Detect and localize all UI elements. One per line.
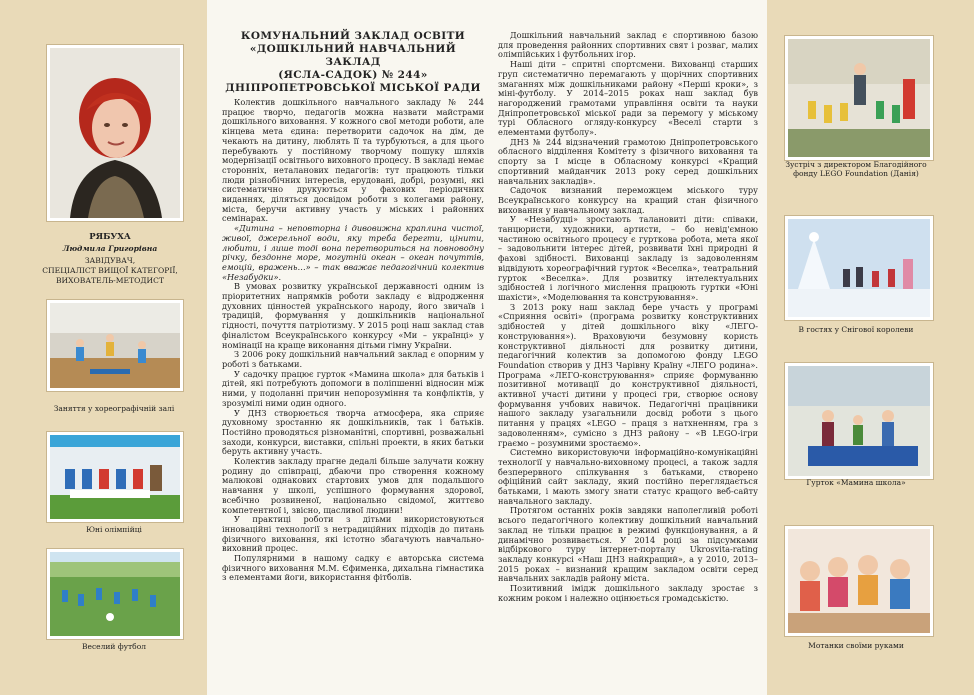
paragraph: З 2013 року наш заклад бере участь у програмі «Сприяння освіті» (програма розвитку конструктивних здібностей у дітей дошкільного віку «ЛЕГО-конструювання»). Враховуючи безумовну користь конструктивної діяльності для розвитку дитини, педагогічний колектив за допомогою фонду LEGO Foundation створив у ДНЗ Чарівну Країну «ЛЕГО родина». Програма «ЛЕГО-конструювання» сприяє формуванню позитивної мотивації до конструктивної діяльності, активної участі дитини у процесі гри, створює основу формування учбових навичок. Педагогічні працівники нашого закладу узагальнили досвід роботи з цього питання у працях «LEGO – праця з натхненням, гра з задоволенням», сумісно з ДНЗ району – «В LEGO-ігри граємо – розумними зростаємо».: [498, 301, 758, 448]
article-title: [222, 30, 484, 95]
photo-snow-queen: [785, 216, 933, 320]
paragraph: ДНЗ № 244 відзначений грамотою Дніпропетровського обласного відділення Комітету з фізичного виховання та спорту за І місце в Обласному конкурсі «Кращий спортивний майданчик 2013 року серед дошкільних навчальних закладів».: [498, 136, 758, 186]
director-portrait: [47, 45, 183, 221]
paragraph: У ДНЗ створюється творча атмосфера, яка сприяє духовному зростанню як дошкільників, так і батьків. Постійно проводяться різноманітні, спортивні, розважальні заходи, конкурси, виставки, спільні проекти, в яких батьки беруть активну участь.: [222, 407, 484, 457]
photo-choreography: [47, 300, 183, 391]
person-role-line-1: ЗАВІДУВАЧ,: [84, 256, 136, 265]
paragraph: Садочок визнаний переможцем міського туру Всеукраїнського конкурсу на кращий стан фізичного виховання у навчальному заклад.: [498, 185, 758, 215]
caption-lego-foundation: Зустріч з директором Благодійного фонду LEGO Foundation (Данія): [785, 160, 927, 178]
paragraph: Колектив дошкільного навчального закладу № 244 працює творчо, педагогів можна назвати майстрами дошкільного виховання. У кожного свої методи роботи, але кінцева мета єдина: перетворити садочок на дім, де чекають на дитину, люблять її та турбуються, а для цього перебувають у постійному творчому пошуку шляхів модернізації освітнього виховного процесу. В закладі немає сторонніх, неталанових педагогів: тут працюють тільки люди різнобічних інтересів, ерудовані, добрі, розумні, які систематично друкуються у фахових періодичних виданнях, діляться досвідом роботи з колегами району, міста, беручи активну участь у міських і районних семінарах.: [222, 97, 484, 224]
caption-motanka-dolls: Мотанки своїми руками: [808, 641, 904, 650]
paragraph: В умовах розвитку української державності одним із пріоритетних напрямків роботи закладу є відродження духовних цінностей українського народу, його звичаїв і традицій, формування у дошкільників національної гідності, почуття патріотизму. У 2015 році наш заклад став фіналістом Всеукраїнського конкурсу «Ми – українці» у номінації на краще виконання дітьми гімну України.: [222, 281, 484, 350]
title-line-3: (ЯСЛА-САДОК) № 244»: [278, 69, 428, 81]
paragraph: У садочку працює гурток «Мамина школа» для батьків і дітей, які потребують допомоги в поліпшенні відносин між ними, у подоланні причин непорозуміння та конфліктів, у зрозумілі ними один одного.: [222, 368, 484, 408]
caption-football: Веселий футбол: [82, 642, 146, 651]
person-name: Людмила Григорівна: [62, 244, 158, 253]
paragraph: Популярними в нашому садку є авторська система фізичного виховання М.М. Єфименка, дихальна гімнастика з елементами йоги, використання фітболів.: [222, 553, 484, 583]
paragraph: Позитивний імідж дошкільного закладу зростає з кожним роком і належно оцінюється громадськістю.: [498, 583, 758, 603]
photo-football: [47, 549, 183, 639]
paragraph: У «Незабудці» зростають талановиті діти: співаки, танцюристи, художники, артисти, – бо невід'ємною частиною освітнього процесу є гурткова робота, мета якої – задовольнити інтерес дітей, розвивати їхні природні й фахові здібності. Вихованці закладу із задоволенням відвідують хореографічний гурток «Веселка», театральний гурток «Веселка». Для розвитку інтелектуальних здібностей і логічного мислення працюють гуртки «Юні шахісти», «Моделювання та конструювання».: [498, 214, 758, 302]
caption-mothers-school: Гурток «Мамина школа»: [806, 478, 906, 487]
paragraph: Колектив закладу прагне дедалі більше залучати кожну родину до співпраці, дбаючи про створення кожному малюкові однакових стартових умов для подальшого навчання у школі, успішного формування здорової, всебічно розвиненої, національно свідомої, життєво компетентної і, звісно, щасливої людини!: [222, 456, 484, 515]
person-surname: РЯБУХА: [89, 232, 131, 242]
paragraph: Наші діти – спритні спортсмени. Вихованці старших груп систематично перемагають у щорічних спортивних змаганнях між дошкільниками району «Перші кроки», з міні-футболу. У 2014–2015 роках наш заклад був нагороджений грамотами управління освіти та науки Дніпропетровської міської ради за перемогу у міському турі Обласного огляду-конкурсу «Веселі старти з елементами футболу».: [498, 59, 758, 138]
article-column-1: [222, 98, 484, 583]
caption-snow-queen: В гостях у Снігової королеви: [798, 325, 914, 334]
paragraph: З 2006 року дошкільний навчальний заклад є опорним у роботі з батьками.: [222, 349, 484, 369]
paragraph: «Дитина – неповторна і дивовижна краплина чистої, живої, джерельної води, яку треба берегти, цінити, любити, і лише тоді вона перетвориться на повноводну річку, бездонне море, могутній океан – океан почуттів, емоцій, вражень…» – так вважає педагогічний колектив «Незабудки».: [222, 223, 484, 282]
person-role-line-3: ВИХОВАТЕЛЬ-МЕТОДИСТ: [55, 276, 165, 285]
photo-mothers-school: [785, 363, 933, 479]
photo-motanka-dolls: [785, 526, 933, 636]
title-line-2: «ДОШКІЛЬНИЙ НАВЧАЛЬНИЙ ЗАКЛАД: [249, 43, 457, 68]
title-line-4: ДНІПРОПЕТРОВСЬКОЇ МІСЬКОЇ РАДИ: [225, 82, 481, 94]
photo-lego-foundation: [785, 36, 933, 160]
person-role-line-2: СПЕЦІАЛІСТ ВИЩОЇ КАТЕГОРІЇ,: [42, 266, 178, 275]
article-column-2: [498, 31, 758, 603]
paragraph: Системно використовуючи інформаційно-комунікаційні технології у навчально-виховному процесі, а також задля безперервного спілкування з батьками, створено офіційний сайт закладу, який постійно переглядається батьками, і мають змогу знати статус кращого веб-сайту навчального закладу.: [498, 447, 758, 506]
photo-olympians: [47, 432, 183, 522]
caption-olympians: Юні олімпійці: [86, 525, 142, 534]
title-line-1: КОМУНАЛЬНИЙ ЗАКЛАД ОСВІТИ: [240, 30, 466, 42]
paragraph: Протягом останніх років завдяки наполегливій роботі всього педагогічного колективу дошкільний навчальний заклад не тільки працює в режимі функціонування, а й динамічно розвивається. У 2014 році за підсумками відбіркового туру інтернет-порталу Ukrosvita-rating закладу конкурсі «Наш ДНЗ найкращий», а у 2010, 2013–2015 роках – визнаний кращим закладом освіти серед навчальних закладів району міста.: [498, 505, 758, 584]
paragraph: У практиці роботи з дітьми використовуються інноваційні технології з нетрадиційних підходів до питань фізичного виховання, які істотно збагачують навчально-виховний процес.: [222, 514, 484, 554]
paragraph: Дошкільний навчальний заклад є спортивною базою для проведення районних спортивних свят і розваг, малих олімпійських і футбольних ігор.: [498, 30, 758, 60]
caption-choreography: Заняття у хореографічній залі: [53, 404, 175, 413]
